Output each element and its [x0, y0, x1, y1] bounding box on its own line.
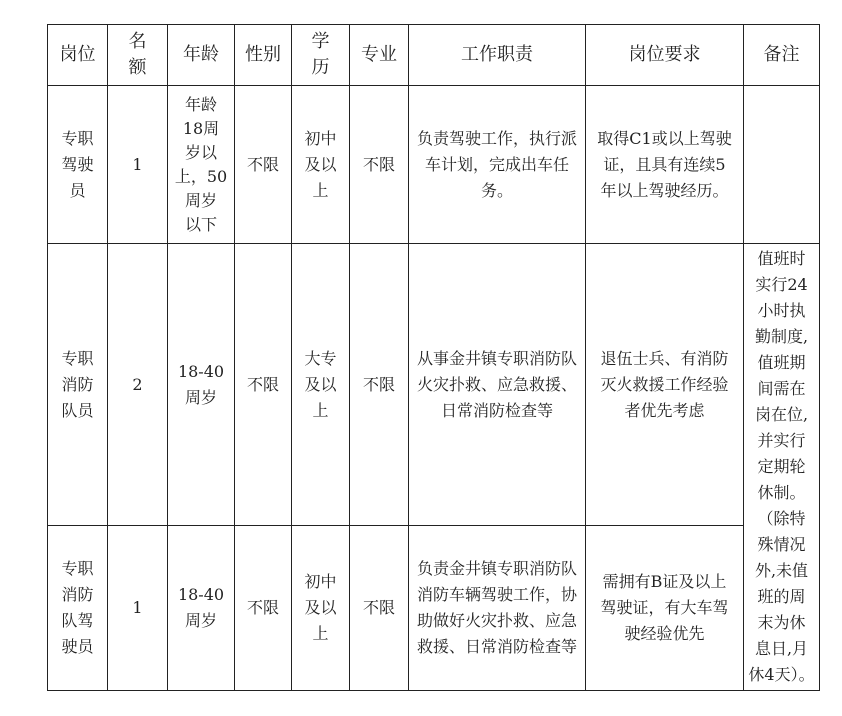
position-cell: 专职 消防 队员 — [48, 244, 108, 526]
requirements-cell: 需拥有B证及以上驾驶证，有大车驾驶经验优先 — [586, 526, 744, 691]
requirements-cell: 取得C1或以上驾驶证，且具有连续5年以上驾驶经历。 — [586, 86, 744, 244]
major-cell: 不限 — [350, 526, 409, 691]
table-row — [48, 86, 820, 244]
duties-cell: 从事金井镇专职消防队火灾扑救、应急救援、日常消防检查等 — [409, 244, 586, 526]
header-quota: 名 额 — [108, 25, 168, 86]
major-cell: 不限 — [350, 86, 409, 244]
quota-cell: 2 — [108, 244, 168, 526]
header-row — [48, 25, 820, 86]
age-cell: 18-40 周岁 — [168, 244, 235, 526]
gender-cell: 不限 — [235, 86, 292, 244]
requirements-cell: 退伍士兵、有消防灭火救援工作经验者优先考虑 — [586, 244, 744, 526]
table-row — [48, 526, 820, 691]
quota-cell: 1 — [108, 86, 168, 244]
gender-cell: 不限 — [235, 526, 292, 691]
duties-cell: 负责驾驶工作，执行派车计划，完成出车任务。 — [409, 86, 586, 244]
header-remarks: 备注 — [744, 25, 820, 86]
major-cell: 不限 — [350, 244, 409, 526]
age-cell: 年龄 18周 岁以 上，50 周岁 以下 — [168, 86, 235, 244]
shared-remarks-cell: 值班时 实行24 小时执 勤制度, 值班期 间需在 岗在位, 并实行 定期轮 休制。 （除特 殊情况 外,未值 班的周 末为休 息日,月 休4天）。 — [744, 244, 820, 691]
position-cell: 专职 消防 队驾 驶员 — [48, 526, 108, 691]
header-age: 年龄 — [168, 25, 235, 86]
quota-cell: 1 — [108, 526, 168, 691]
duties-cell: 负责金井镇专职消防队消防车辆驾驶工作，协助做好火灾扑救、应急救援、日常消防检查等 — [409, 526, 586, 691]
header-major: 专业 — [350, 25, 409, 86]
position-cell: 专职 驾驶 员 — [48, 86, 108, 244]
header-education: 学 历 — [292, 25, 350, 86]
header-gender: 性别 — [235, 25, 292, 86]
education-cell: 大专 及以 上 — [292, 244, 350, 526]
header-position: 岗位 — [48, 25, 108, 86]
education-cell: 初中 及以 上 — [292, 526, 350, 691]
education-cell: 初中 及以 上 — [292, 86, 350, 244]
age-cell: 18-40 周岁 — [168, 526, 235, 691]
gender-cell: 不限 — [235, 244, 292, 526]
header-duties: 工作职责 — [409, 25, 586, 86]
recruitment-table — [47, 24, 820, 691]
remarks-cell — [744, 86, 820, 244]
table-row — [48, 244, 820, 526]
header-requirements: 岗位要求 — [586, 25, 744, 86]
